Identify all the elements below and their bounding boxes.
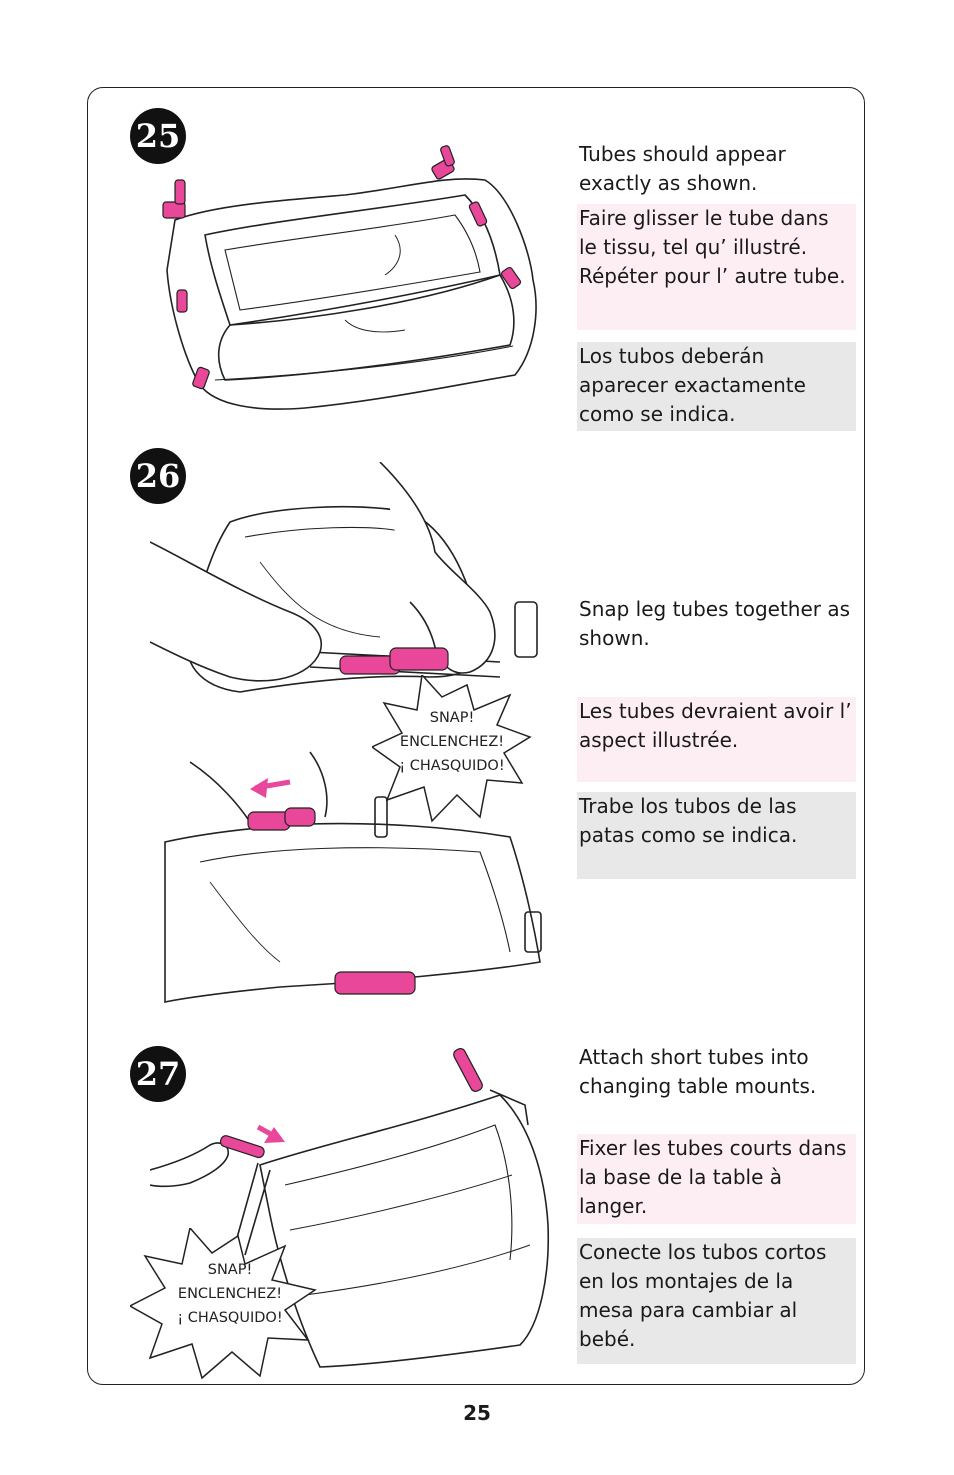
step-26-burst-text bbox=[392, 706, 512, 778]
burst-line-snap: SNAP! bbox=[207, 1262, 253, 1278]
page-number: 25 bbox=[463, 1401, 491, 1425]
burst-line-enclenchez: ENCLENCHEZ! bbox=[177, 1286, 283, 1302]
step-27-badge: 27 bbox=[130, 1046, 186, 1102]
burst-line-snap: SNAP! bbox=[429, 710, 475, 726]
burst-line-chasquido: ¡ CHASQUIDO! bbox=[177, 1310, 283, 1326]
step-26-text-fr: Les tubes devraient avoir l’ aspect illustrée. bbox=[577, 697, 856, 782]
step-27-burst-text bbox=[150, 1258, 310, 1330]
burst-line-enclenchez: ENCLENCHEZ! bbox=[399, 734, 505, 750]
step-25-illustration bbox=[155, 140, 555, 425]
step-26-badge: 26 bbox=[130, 448, 186, 504]
step-27-text-es: Conecte los tubos cortos en los montajes de la mesa para cambiar al bebé. bbox=[577, 1238, 856, 1364]
burst-line-chasquido: ¡ CHASQUIDO! bbox=[399, 758, 505, 774]
step-26-text-es: Trabe los tubos de las patas como se indica. bbox=[577, 792, 856, 879]
step-25-text-en: Tubes should appear exactly as shown. bbox=[579, 142, 786, 195]
step-27-text-en: Attach short tubes into changing table mounts. bbox=[579, 1045, 817, 1098]
step-26-text-en: Snap leg tubes together as shown. bbox=[579, 597, 851, 650]
step-27-text-fr: Fixer les tubes courts dans la base de la table à langer. bbox=[577, 1134, 856, 1224]
step-25-text-fr: Faire glisser le tube dans le tissu, tel qu’ illustré. Répéter pour l’ autre tube. bbox=[577, 204, 856, 330]
step-25-badge: 25 bbox=[130, 108, 186, 164]
step-25-text-es: Los tubos deberán aparecer exactamente como se indica. bbox=[577, 342, 856, 431]
